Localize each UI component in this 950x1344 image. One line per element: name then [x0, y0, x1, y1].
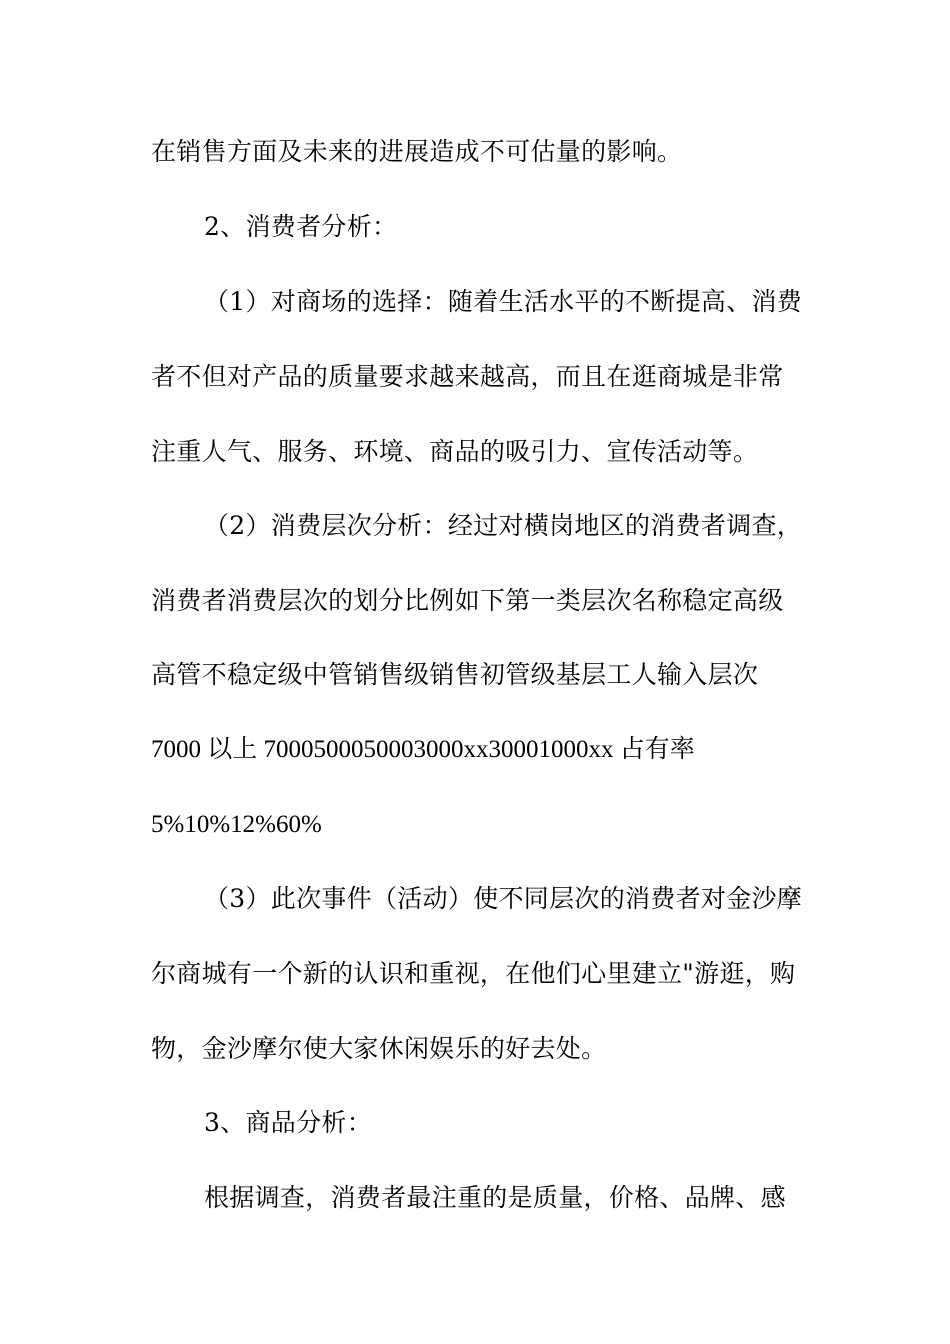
paragraph-line-15: 根据调查，消费者最注重的是质量，价格、品牌、感	[204, 1183, 786, 1212]
paragraph-line-9: 7000 以上 7000500050003000xx30001000xx 占有率	[151, 736, 695, 763]
paragraph-line-6: （2）消费层次分析：经过对横岗地区的消费者调查，	[204, 511, 803, 540]
paragraph-line-4: 者不但对产品的质量要求越来越高，而且在逛商城是非常	[151, 362, 784, 391]
paragraph-line-7: 消费者消费层次的划分比例如下第一类层次名称稳定高级	[151, 586, 784, 615]
paragraph-line-13: 物，金沙摩尔使大家休闲娱乐的好去处。	[151, 1034, 607, 1063]
section-heading-product-analysis: 3、商品分析：	[204, 1108, 373, 1137]
paragraph-line-3: （1）对商场的选择：随着生活水平的不断提高、消费	[204, 287, 803, 316]
section-heading-consumer-analysis: 2、消费者分析：	[204, 212, 398, 241]
paragraph-line-11: （3）此次事件（活动）使不同层次的消费者对金沙摩	[204, 884, 803, 913]
paragraph-line-1: 在销售方面及未来的进展造成不可估量的影响。	[151, 137, 683, 166]
paragraph-line-10: 5%10%12%60%	[151, 811, 322, 838]
paragraph-line-8: 高管不稳定级中管销售级销售初管级基层工人输入层次	[151, 660, 759, 689]
paragraph-line-12: 尔商城有一个新的认识和重视，在他们心里建立"游逛，购	[151, 959, 796, 988]
paragraph-line-5: 注重人气、服务、环境、商品的吸引力、宣传活动等。	[151, 437, 759, 466]
